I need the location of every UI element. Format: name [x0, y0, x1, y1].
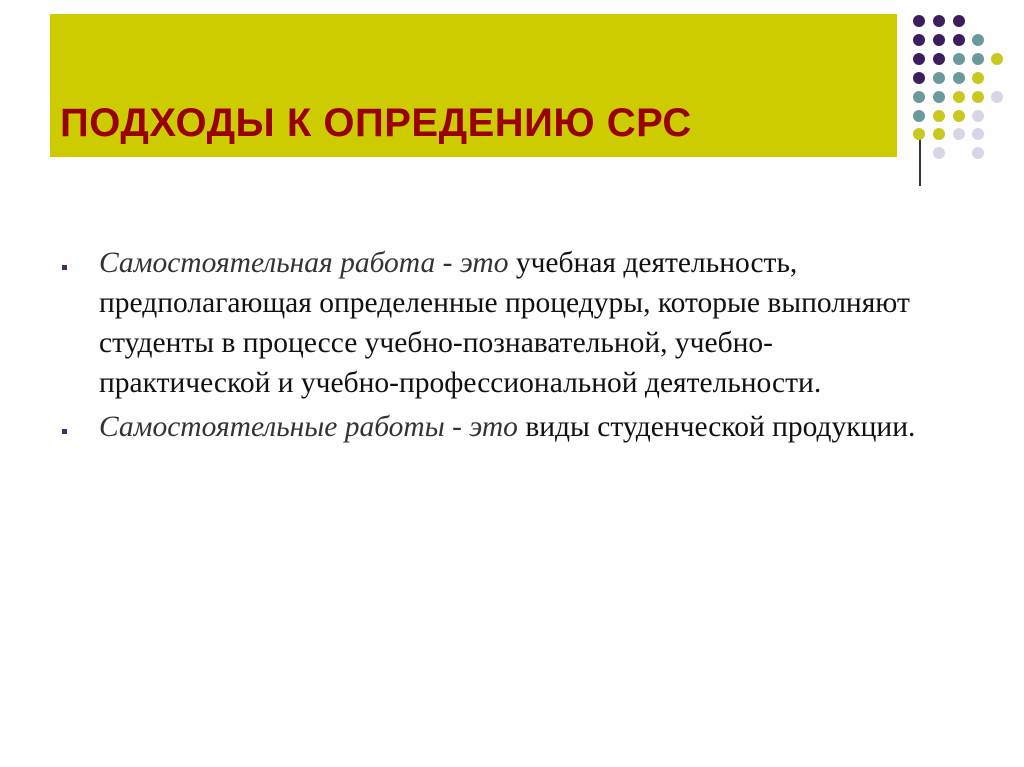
dot — [933, 15, 945, 27]
bullet-text: учебная деятельность, предполагающая определенные процедуры, которые выполняют студенты в процессе учебно-познавательной, учебно-практической и учебно-профессиональной деятельности. — [99, 247, 910, 399]
dot — [972, 34, 984, 46]
bullet-list — [62, 243, 942, 451]
divider-line — [919, 134, 921, 186]
dot — [991, 91, 1003, 103]
dot — [953, 34, 965, 46]
dot — [933, 110, 945, 122]
dot — [972, 128, 984, 140]
dot-grid — [913, 15, 1003, 159]
dot — [913, 110, 925, 122]
dot — [953, 91, 965, 103]
dot — [953, 110, 965, 122]
bullet-text: виды студенческой продукции. — [517, 411, 916, 443]
dot — [972, 53, 984, 65]
bullet-item-1 — [62, 243, 942, 403]
bullet-term: Самостоятельная работа - это — [99, 247, 509, 279]
dot — [913, 91, 925, 103]
dot — [933, 53, 945, 65]
bullet-square-icon — [62, 429, 67, 434]
dot — [933, 147, 945, 159]
dot — [933, 91, 945, 103]
dot — [913, 53, 925, 65]
dot — [913, 15, 925, 27]
dot — [972, 147, 984, 159]
bullet-item-2 — [62, 407, 942, 447]
dot — [972, 91, 984, 103]
dot — [953, 15, 965, 27]
dot — [991, 53, 1003, 65]
dot — [933, 72, 945, 84]
dot — [933, 34, 945, 46]
dot — [953, 53, 965, 65]
dot — [972, 110, 984, 122]
dot — [972, 72, 984, 84]
slide-title: ПОДХОДЫ К ОПРЕДЕНИЮ СРС — [60, 101, 692, 145]
bullet-square-icon — [62, 265, 67, 270]
dot — [953, 128, 965, 140]
dot — [933, 128, 945, 140]
bullet-term: Самостоятельные работы - это — [99, 411, 518, 443]
dot — [953, 72, 965, 84]
dot — [913, 34, 925, 46]
dot — [913, 72, 925, 84]
